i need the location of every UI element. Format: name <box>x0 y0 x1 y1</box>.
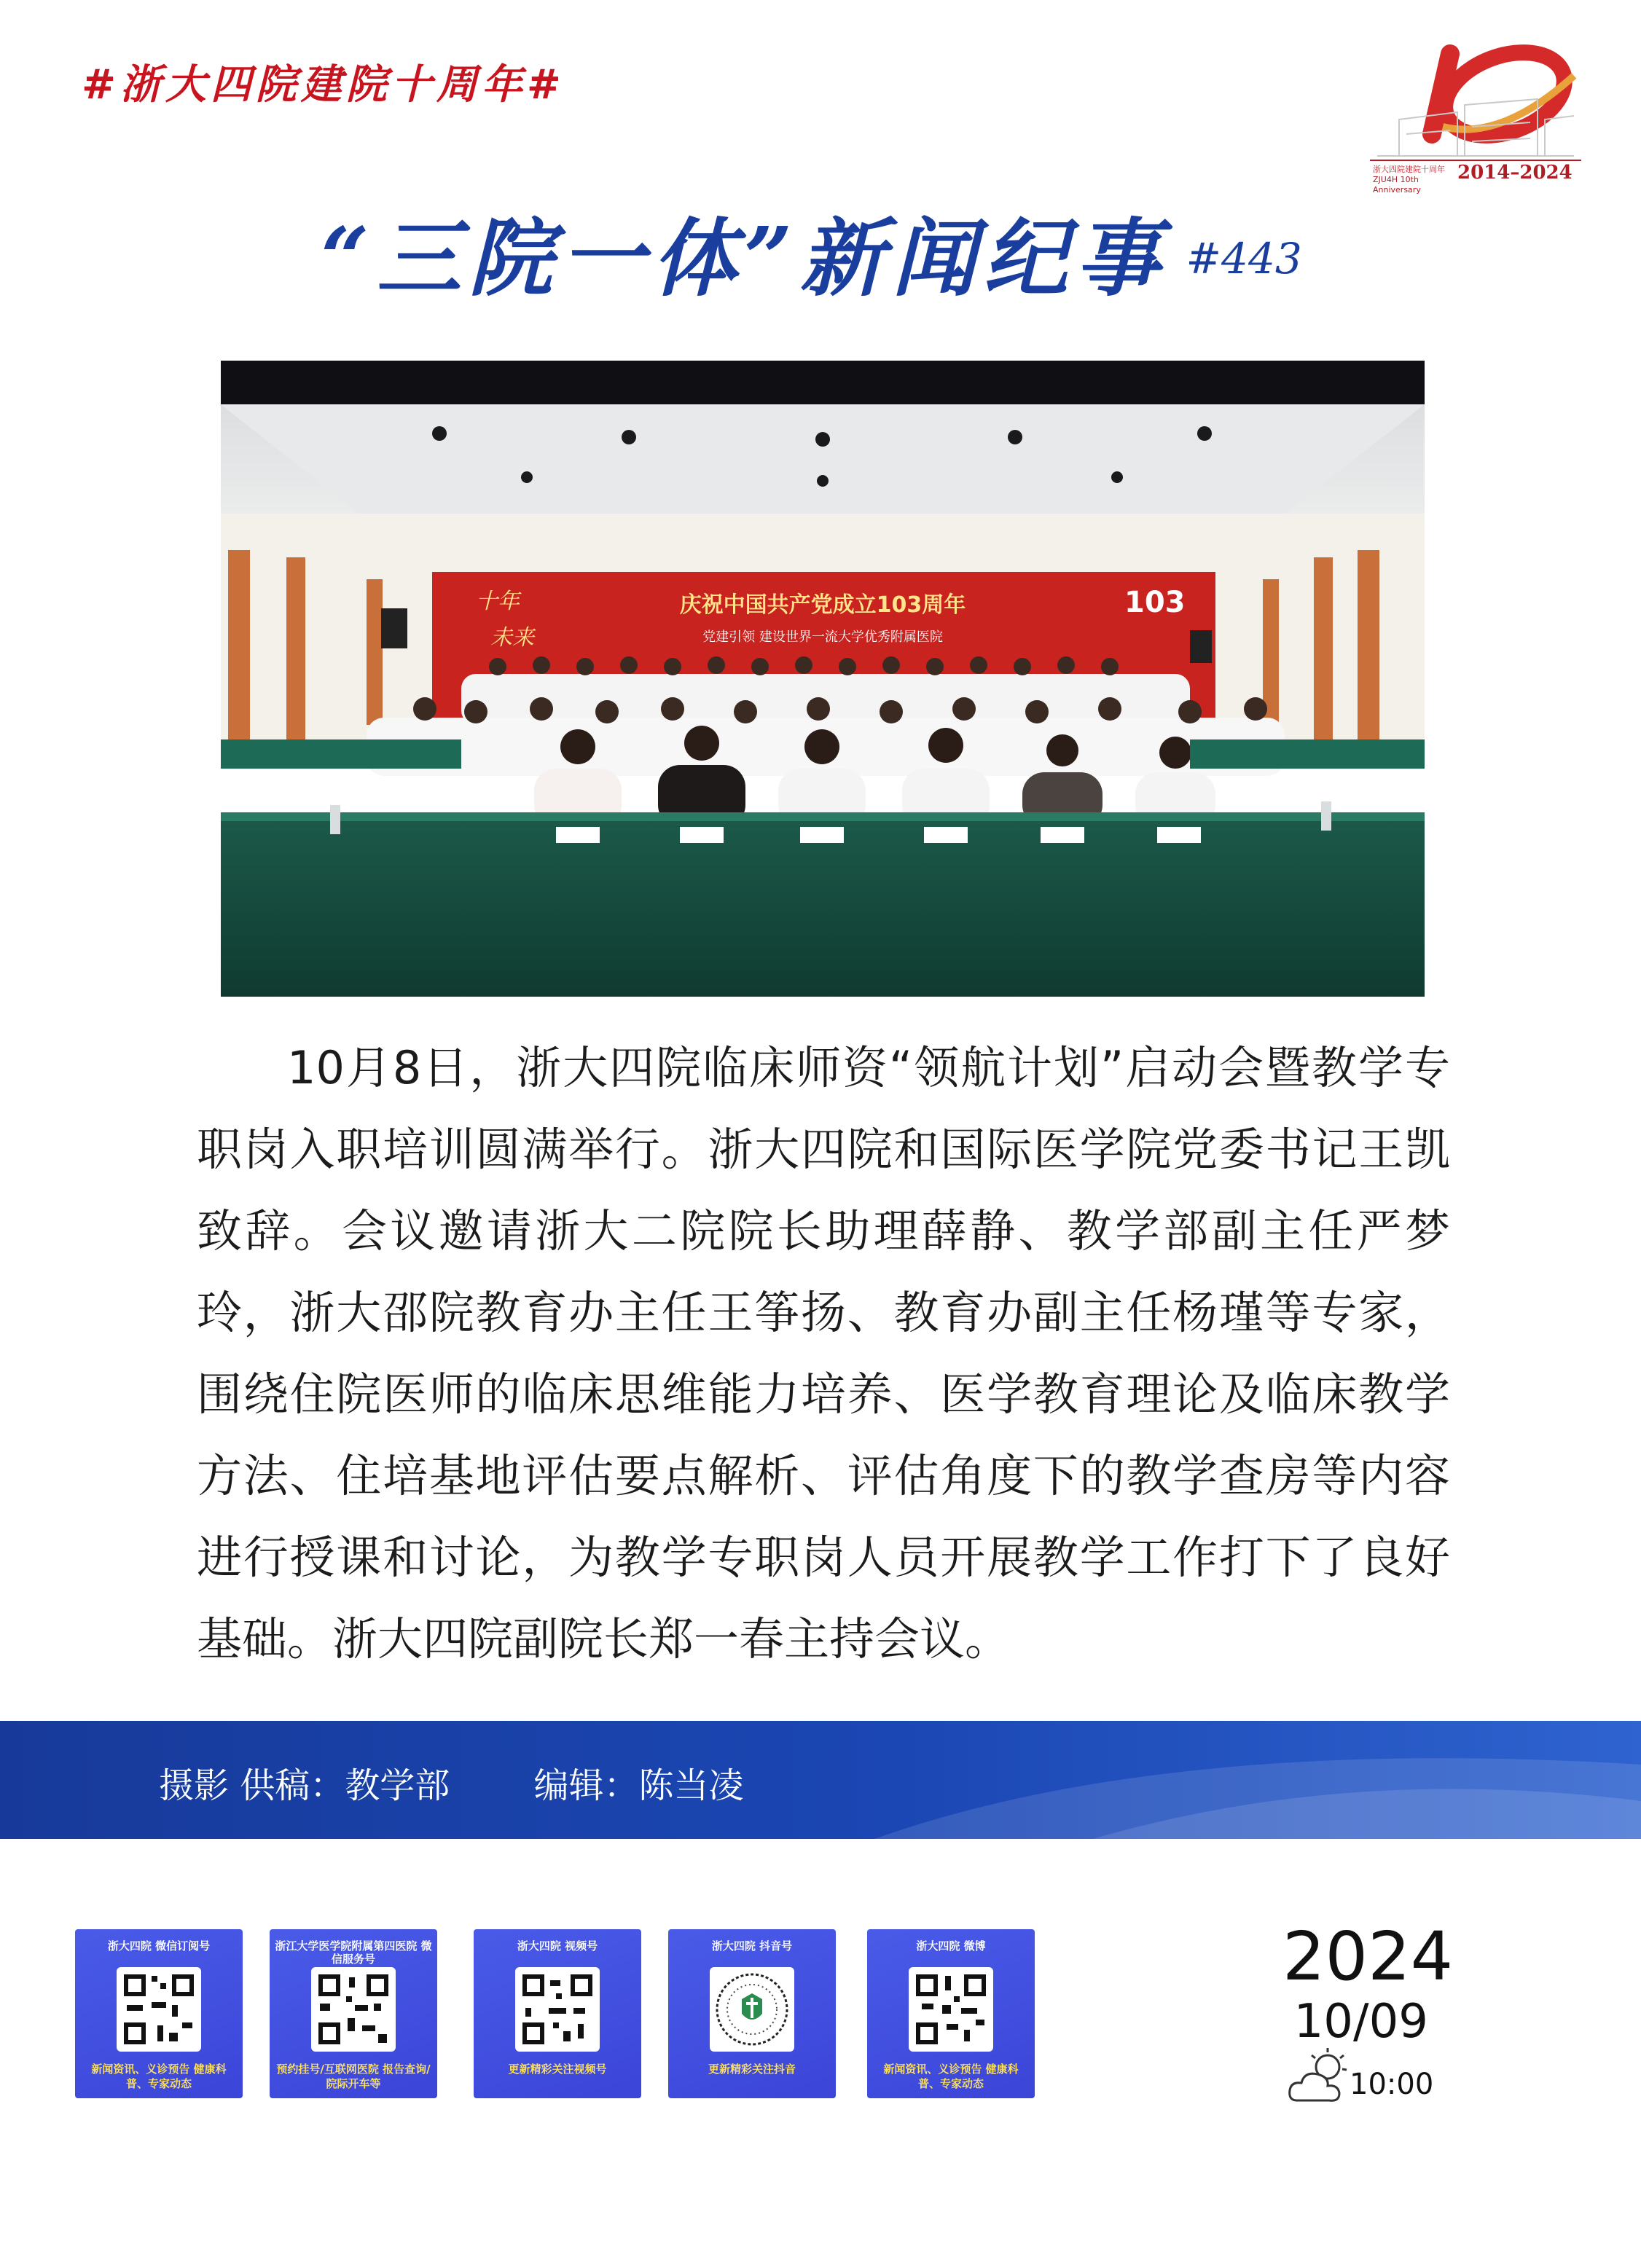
meeting-room-illustration <box>221 361 1425 997</box>
event-photo <box>221 361 1425 997</box>
qr-card-title: 浙大四院 抖音号 <box>711 1939 793 1953</box>
qr-code-icon <box>311 1967 396 2052</box>
hashtag-title: #浙大四院建院十周年# <box>82 60 565 109</box>
banner-badge: 103 <box>1124 586 1186 619</box>
issue-number: #443 <box>1186 234 1302 283</box>
date-year: 2024 <box>1282 1918 1454 1996</box>
banner-slogan: 党建引领 建设世界一流大学优秀附属医院 <box>702 629 943 645</box>
qr-code-icon <box>117 1967 201 2052</box>
qr-card-title: 浙江大学医学院附属第四医院 微信服务号 <box>275 1939 432 1966</box>
qr-code-icon <box>515 1967 600 2052</box>
banner-text: 庆祝中国共产党成立103周年 <box>679 592 966 618</box>
headline-title: “三院一体”新闻纪事 <box>321 208 1167 308</box>
partly-cloudy-icon <box>1282 2044 1355 2109</box>
qr-card-caption: 新闻资讯、义诊预告 健康科普、专家动态 <box>883 2063 1019 2090</box>
qr-card-weibo[interactable] <box>867 1929 1035 2098</box>
article-body: 10月8日，浙大四院临床师资“领航计划”启动会暨教学专职岗入职培训圆满举行。浙大四院和国际医学院党委书记王凯致辞。会议邀请浙大二院院长助理薛静、教学部副主任严梦玲，浙大邵院教育办主任王筝扬、教育办副主任杨瑾等专家，围绕住院医师的临床思维能力培养、医学教育理论及临床教学方法、住培基地评估要点解析、评估角度下的教学查房等内容进行授课和讨论，为教学专职岗人员开展教学工作打下了良好基础。浙大四院副院长郑一春主持会议。 <box>197 1041 1450 1665</box>
qr-card-douyin[interactable] <box>668 1929 836 2098</box>
editor-credit: 编辑：陈当凌 <box>533 1765 744 1806</box>
audience <box>367 656 1285 827</box>
qr-card-caption: 预约挂号/互联网医院 报告查询/院际开车等 <box>276 2063 431 2090</box>
qr-card-caption: 更新精彩关注抖音 <box>708 2063 796 2076</box>
headline <box>321 189 1302 313</box>
qr-code-icon <box>909 1967 993 2052</box>
logo-caption: 浙大四院建院十周年 ZJU4H 10th Anniversary <box>1373 165 1445 195</box>
douyin-code-icon <box>710 1967 794 2052</box>
qr-card-title: 浙大四院 微博 <box>916 1939 986 1953</box>
credits <box>159 1757 817 1808</box>
qr-card-caption: 新闻资讯、义诊预告 健康科普、专家动态 <box>91 2063 227 2090</box>
photo-credit: 摄影 供稿：教学部 <box>159 1765 450 1806</box>
qr-card-caption: 更新精彩关注视频号 <box>508 2063 607 2076</box>
qr-card-wechat-service[interactable] <box>270 1929 437 2098</box>
qr-card-video-channel[interactable] <box>474 1929 641 2098</box>
date-time: 10:00 <box>1350 2068 1434 2101</box>
qr-card-title: 浙大四院 微信订阅号 <box>107 1939 211 1953</box>
qr-card-wechat-subscription[interactable] <box>75 1929 243 2098</box>
qr-card-title: 浙大四院 视频号 <box>517 1939 598 1953</box>
banner-left-text-2: 未来 <box>490 625 534 651</box>
banner-left-text-1: 十年 <box>476 589 520 614</box>
logo-ten-icon <box>1432 37 1576 151</box>
date-month-day: 10/09 <box>1293 1995 1428 2049</box>
logo-years: 2014–2024 <box>1457 162 1573 184</box>
